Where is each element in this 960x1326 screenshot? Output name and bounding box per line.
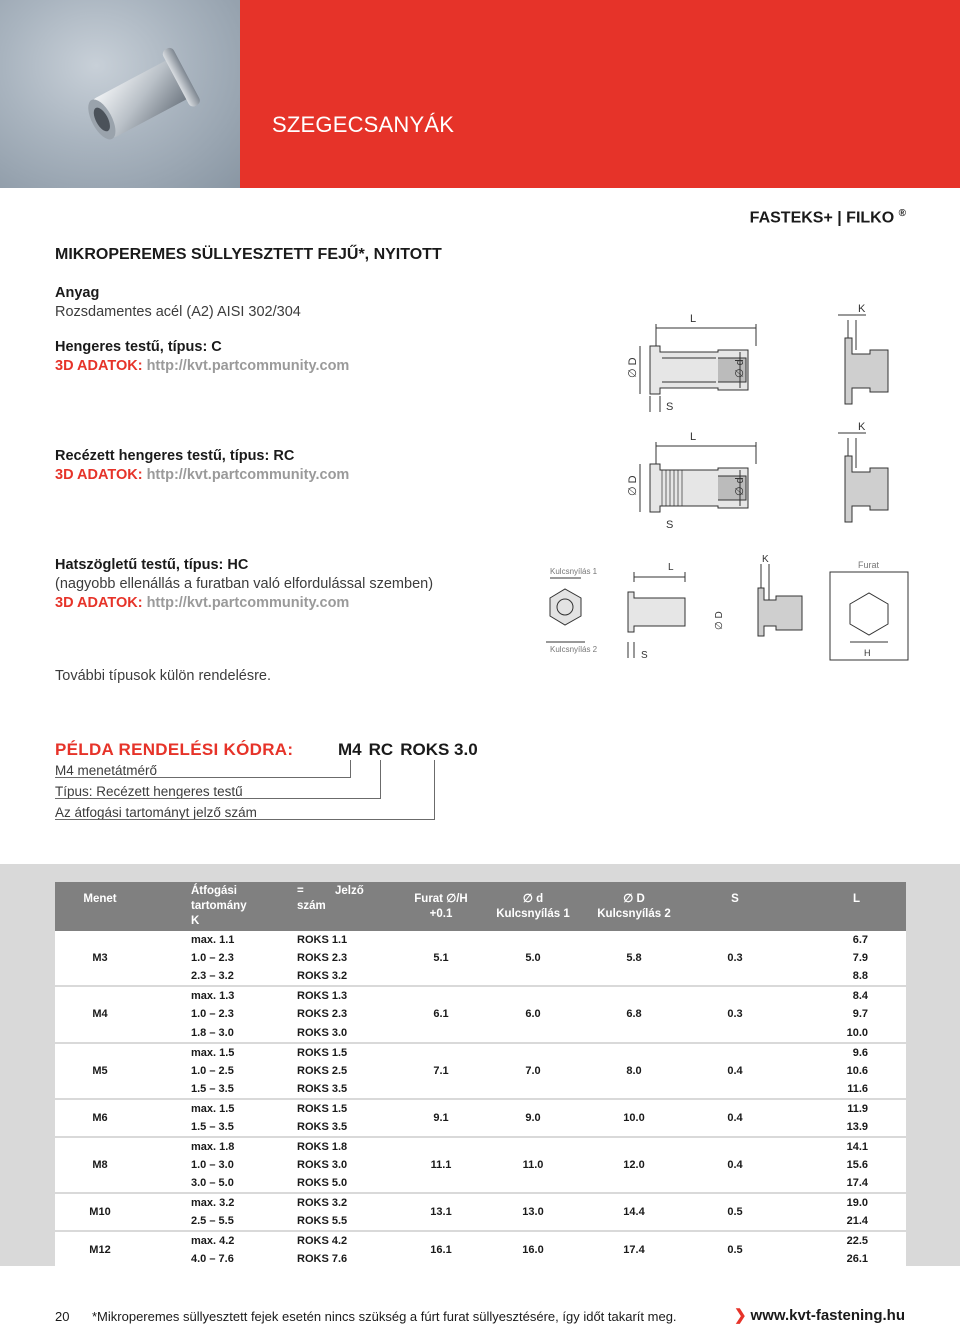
type-hc-subtitle: (nagyobb ellenállás a furatban való elfordulással szemben)	[55, 576, 434, 592]
hc-label-K: K	[762, 554, 769, 565]
cell-d: 9.0	[485, 1099, 581, 1137]
rc-label-d: ∅ d	[734, 477, 746, 496]
cell-code: ROKS 1.5	[287, 1099, 397, 1118]
cell-d: 7.0	[485, 1043, 581, 1099]
cell-range: max. 3.2	[145, 1193, 287, 1212]
cell-L: 15.6	[783, 1156, 906, 1174]
cell-range: 2.3 – 3.2	[145, 967, 287, 986]
cell-code: ROKS 1.8	[287, 1137, 397, 1156]
type-rc-title: Recézett hengeres testű, típus: RC	[55, 448, 295, 464]
cell-furat: 5.1	[397, 931, 485, 986]
cell-L: 8.8	[783, 967, 906, 986]
cell-L: 22.5	[783, 1231, 906, 1250]
cell-code: ROKS 3.0	[287, 1024, 397, 1043]
table-body	[55, 931, 906, 1268]
cell-furat: 6.1	[397, 986, 485, 1042]
cell-L: 26.1	[783, 1250, 906, 1268]
example-code-range: ROKS 3.0	[400, 740, 478, 759]
cell-code: ROKS 1.1	[287, 931, 397, 949]
cell-menet: M8	[55, 1137, 145, 1193]
cell-L: 21.4	[783, 1212, 906, 1231]
cell-d: 13.0	[485, 1193, 581, 1231]
cell-range: max. 1.5	[145, 1043, 287, 1062]
cell-code: ROKS 5.0	[287, 1174, 397, 1193]
cell-D: 12.0	[581, 1137, 687, 1193]
cell-code: ROKS 3.5	[287, 1118, 397, 1137]
brand-name: FASTEKS+ | FILKO	[749, 209, 895, 227]
hc-label-D: ∅ D	[714, 611, 725, 630]
cell-d: 16.0	[485, 1231, 581, 1268]
cell-range: 4.0 – 7.6	[145, 1250, 287, 1268]
chevron-right-icon: ❯	[733, 1307, 747, 1324]
cell-S: 0.4	[687, 1137, 783, 1193]
hc-label-key2: Kulcsnyílás 2	[550, 645, 598, 654]
type-hc-3d-link[interactable]: http://kvt.partcommunity.com	[146, 595, 350, 611]
cell-furat: 7.1	[397, 1043, 485, 1099]
registered-mark: ®	[898, 208, 906, 219]
cell-menet: M3	[55, 931, 145, 986]
cell-range: max. 1.1	[145, 931, 287, 949]
cell-code: ROKS 2.3	[287, 1005, 397, 1023]
table-row	[55, 1193, 906, 1212]
material-value: Rozsdamentes acél (A2) AISI 302/304	[55, 304, 301, 320]
type-rc-block	[55, 447, 349, 485]
cell-S: 0.5	[687, 1193, 783, 1231]
cell-S: 0.3	[687, 986, 783, 1042]
type-hc-block	[55, 556, 433, 613]
hc-label-H: H	[864, 648, 871, 658]
cell-L: 10.6	[783, 1062, 906, 1080]
c-label-D: ∅ D	[627, 357, 639, 378]
cell-range: max. 1.3	[145, 986, 287, 1005]
example-line-thread: M4 menetátmérő	[55, 763, 158, 778]
col-d: ∅ d Kulcsnyílás 1	[485, 882, 581, 931]
cell-D: 14.4	[581, 1193, 687, 1231]
cell-range: 1.0 – 2.5	[145, 1062, 287, 1080]
cell-range: max. 4.2	[145, 1231, 287, 1250]
col-D: ∅ D Kulcsnyílás 2	[581, 882, 687, 931]
table-row	[55, 1043, 906, 1062]
type-rc-3d-label: 3D ADATOK:	[55, 467, 143, 483]
cell-range: 1.5 – 3.5	[145, 1080, 287, 1099]
cell-code: ROKS 5.5	[287, 1212, 397, 1231]
hc-label-key1: Kulcsnyílás 1	[550, 567, 598, 576]
type-rc-3d-link[interactable]: http://kvt.partcommunity.com	[146, 467, 350, 483]
type-rc-drawing	[620, 418, 910, 536]
cell-D: 8.0	[581, 1043, 687, 1099]
hc-label-furat: Furat	[858, 560, 880, 570]
cell-range: 1.0 – 2.3	[145, 949, 287, 967]
cell-L: 19.0	[783, 1193, 906, 1212]
cell-furat: 9.1	[397, 1099, 485, 1137]
type-hc-3d-label: 3D ADATOK:	[55, 595, 143, 611]
material-block	[55, 284, 301, 322]
cell-D: 5.8	[581, 931, 687, 986]
table-header-row	[55, 882, 906, 931]
cell-range: 1.0 – 2.3	[145, 1005, 287, 1023]
page-title: SZEGECSANYÁK	[272, 112, 455, 137]
c-label-d: ∅ d	[734, 359, 746, 378]
type-c-drawing	[620, 300, 910, 418]
example-code-type: RC	[368, 740, 394, 759]
cell-L: 7.9	[783, 949, 906, 967]
cell-S: 0.5	[687, 1231, 783, 1268]
cell-code: ROKS 3.0	[287, 1156, 397, 1174]
cell-D: 17.4	[581, 1231, 687, 1268]
type-hc-title: Hatszögletű testű, típus: HC	[55, 557, 249, 573]
website-text: www.kvt-fastening.hu	[750, 1307, 905, 1324]
cell-D: 6.8	[581, 986, 687, 1042]
cell-S: 0.4	[687, 1043, 783, 1099]
cell-range: 1.5 – 3.5	[145, 1118, 287, 1137]
cell-menet: M5	[55, 1043, 145, 1099]
cell-L: 11.9	[783, 1099, 906, 1118]
type-c-3d-label: 3D ADATOK:	[55, 358, 143, 374]
footer-note: *Mikroperemes süllyesztett fejek esetén nincs szükség a fúrt furat süllyesztésére, így időt takarít meg.	[92, 1309, 677, 1324]
section-title: MIKROPEREMES SÜLLYESZTETT FEJŰ*, NYITOTT	[55, 246, 442, 263]
cell-L: 11.6	[783, 1080, 906, 1099]
cell-menet: M12	[55, 1231, 145, 1268]
cell-range: 2.5 – 5.5	[145, 1212, 287, 1231]
cell-code: ROKS 1.5	[287, 1043, 397, 1062]
example-line-type: Típus: Recézett hengeres testű	[55, 784, 243, 799]
table-row	[55, 931, 906, 949]
cell-L: 13.9	[783, 1118, 906, 1137]
cell-furat: 11.1	[397, 1137, 485, 1193]
cell-L: 6.7	[783, 931, 906, 949]
header-banner	[0, 0, 960, 188]
cell-furat: 13.1	[397, 1193, 485, 1231]
cell-d: 6.0	[485, 986, 581, 1042]
cell-L: 9.6	[783, 1043, 906, 1062]
spec-table	[55, 882, 906, 1268]
col-S: S	[687, 882, 783, 931]
rc-label-L: L	[690, 431, 697, 443]
cell-range: 1.0 – 3.0	[145, 1156, 287, 1174]
example-code-thread: M4	[338, 740, 362, 759]
cell-S: 0.3	[687, 931, 783, 986]
c-label-L: L	[690, 313, 697, 325]
cell-range: 3.0 – 5.0	[145, 1174, 287, 1193]
cell-D: 10.0	[581, 1099, 687, 1137]
cell-L: 8.4	[783, 986, 906, 1005]
table-row	[55, 1099, 906, 1118]
cell-menet: M6	[55, 1099, 145, 1137]
rc-label-S: S	[666, 519, 674, 531]
table-row	[55, 986, 906, 1005]
cell-L: 9.7	[783, 1005, 906, 1023]
website-link[interactable]	[734, 1306, 905, 1324]
rc-label-D: ∅ D	[627, 475, 639, 496]
cell-code: ROKS 1.3	[287, 986, 397, 1005]
material-label: Anyag	[55, 285, 100, 301]
cell-furat: 16.1	[397, 1231, 485, 1268]
cell-range: max. 1.8	[145, 1137, 287, 1156]
hc-label-L: L	[668, 562, 674, 573]
rc-label-K: K	[858, 421, 866, 433]
cell-code: ROKS 2.5	[287, 1062, 397, 1080]
cell-code: ROKS 7.6	[287, 1250, 397, 1268]
cell-menet: M10	[55, 1193, 145, 1231]
example-line-range: Az átfogási tartományt jelző szám	[55, 805, 257, 820]
col-range: Átfogási tartomány K	[145, 882, 287, 931]
more-types-note: További típusok külön rendelésre.	[55, 668, 272, 684]
example-title: PÉLDA RENDELÉSI KÓDRA:	[55, 740, 294, 759]
cell-code: ROKS 3.2	[287, 1193, 397, 1212]
type-c-block	[55, 338, 349, 376]
col-menet: Menet	[55, 882, 145, 931]
cell-L: 17.4	[783, 1174, 906, 1193]
cell-code: ROKS 3.5	[287, 1080, 397, 1099]
cell-range: max. 1.5	[145, 1099, 287, 1118]
cell-L: 14.1	[783, 1137, 906, 1156]
type-c-title: Hengeres testű, típus: C	[55, 339, 222, 355]
table-row	[55, 1137, 906, 1156]
table-row	[55, 1231, 906, 1250]
example-code	[338, 740, 485, 760]
hc-label-S: S	[641, 650, 648, 661]
cell-d: 5.0	[485, 931, 581, 986]
cell-d: 11.0	[485, 1137, 581, 1193]
col-furat: Furat ∅/H +0.1	[397, 882, 485, 931]
col-code: = Jelző szám	[287, 882, 397, 931]
type-hc-drawing	[540, 552, 910, 664]
cell-code: ROKS 2.3	[287, 949, 397, 967]
rivet-nut-photo	[0, 0, 240, 188]
example-bracket-range	[55, 760, 435, 820]
cell-menet: M4	[55, 986, 145, 1042]
c-label-S: S	[666, 401, 674, 413]
brand-label	[750, 208, 906, 227]
col-L: L	[783, 882, 906, 931]
page-number: 20	[55, 1309, 70, 1324]
cell-range: 1.8 – 3.0	[145, 1024, 287, 1043]
cell-code: ROKS 4.2	[287, 1231, 397, 1250]
cell-L: 10.0	[783, 1024, 906, 1043]
c-label-K: K	[858, 303, 866, 315]
cell-code: ROKS 3.2	[287, 967, 397, 986]
type-c-3d-link[interactable]: http://kvt.partcommunity.com	[146, 358, 350, 374]
cell-S: 0.4	[687, 1099, 783, 1137]
